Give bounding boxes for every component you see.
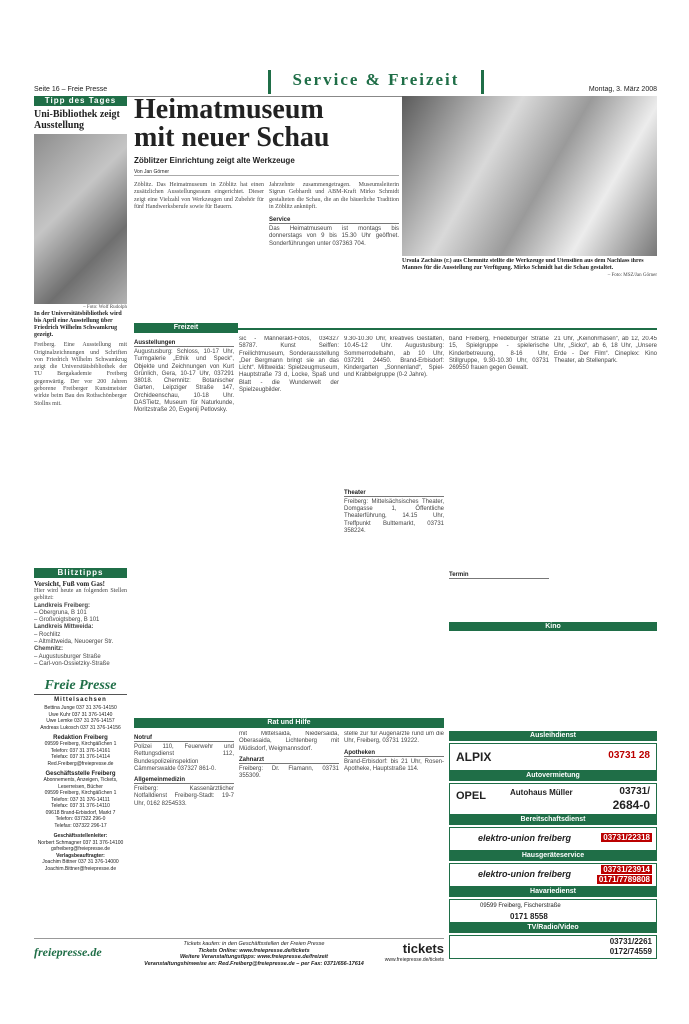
blitztipps-title: Blitztipps (34, 568, 127, 578)
blitz-item: Chemnitz: (34, 646, 63, 653)
gesch-line: 09599 Freiberg, Kirchgäßchen 1 (44, 790, 117, 796)
elektro-union-logo: elektro-union freiberg (478, 833, 572, 843)
freizeit-title: Freizeit (134, 323, 238, 333)
rat-und-hilfe-title: Rat und Hilfe (134, 718, 444, 728)
autohaus-ad (449, 783, 657, 815)
rat-col2 (239, 731, 339, 921)
article-col2-text: Jahrzehnte zusammengetragen. Museumsleiterin Sigrun Gebhardt und ABM-Kraft Mirko Schmidt gestalteten die Schau, die an die bäuerliche Tradition in Zöblitz anknüpft. (269, 182, 399, 210)
ausleihdienst-title: Ausleihdienst (449, 731, 657, 741)
redaktion-line: Telefax: 037 31 376-14114 (51, 754, 110, 760)
footer-line-3: Weitere Veranstaltungstipps: www.freiepresse.de/freizeit (179, 954, 329, 960)
autohaus-phone: 03731/ (619, 786, 650, 797)
byline: Von Jan Görner (134, 169, 399, 176)
blitz-item: Landkreis Mittweida: (34, 624, 94, 631)
freizeit-col2-text: sic - Männerakt-Fotos, 034327 58787. Kunst Seiffen: Freilichtmuseum, Sonderausstellung „Der Bergmann bringt sie an das Licht“. Mittweida: Spielzeugmuseum, Hauptstraße 73 d, Locke, Spaß und Blatt - die Wunderwelt der Spielzeugbilder. (239, 336, 339, 394)
tipp-body: Freiberg. Eine Ausstellung mit Originalzeichnungen und Schriften von Friedrich Wilhelm Schwamkrug zeigt die Universitätsbibliothek der TU Bergakademie Freiberg gegenwärtig. Der vor 200 Jahren geborene Freiberger Kunstmeister wirkte beim Bau des Rothschönberger Stollns mit. (34, 342, 127, 407)
gesch-line: Abonnements, Anzeigen, Tickets, Leserreisen, Bücher (43, 777, 118, 790)
blitz-item: Landkreis Freiberg: (34, 602, 91, 609)
gesch-line: Telefon: 037322 296-0 (55, 816, 106, 822)
tipp-headline: Uni-Bibliothek zeigt Ausstellung (34, 109, 120, 131)
havarie-ad (449, 899, 657, 923)
footer-line: Joachim Bittner 037 31 376-14000 (42, 859, 119, 865)
gesch-line: Telefax: 037 31 376-14110 (51, 803, 110, 809)
contact-line: Bettina Junge 037 31 376-14150 (44, 705, 117, 711)
freizeit-col5 (554, 336, 657, 716)
freizeit-col3 (344, 336, 444, 716)
article-col2 (269, 182, 399, 248)
contact-line: Andreas Lukosch 037 31 376-14156 (40, 724, 121, 731)
sec-apotheken: Apotheken (344, 750, 444, 757)
masthead-subtitle: Mittelsachsen (54, 697, 107, 703)
page-footer (34, 938, 444, 967)
subheadline: Zöblitzer Einrichtung zeigt alte Werkzeuge (134, 156, 295, 165)
notruf-text: Polizei 110, Feuerwehr und Rettungsdienst 112, Bundespolizeiinspektion Cämmerswalde 037327 861-0. (134, 744, 234, 772)
blitztipps-intro: Hier wird heute an folgenden Stellen geblitzt: (34, 588, 127, 602)
headline-line2: mit neuer Schau (134, 122, 330, 153)
tickets-url: www.freiepresse.de/tickets (384, 957, 444, 963)
freizeit-col3-text: 9.30-10.30 Uhr, kreatives Gestalten, 10.45-12 Uhr. Augustusburg: Sommerrodelbahn, ab 10 Uhr, 037291 24450. Brand-Erbisdorf: Kindergarten „Sonnenland“, Spiel- und Krabbelgruppe (0-2 Jahre). (344, 336, 444, 379)
footer-line: Norbert Schmagner 037 31 376-14100 (37, 839, 124, 846)
elektro-union-ad-1 (449, 827, 657, 851)
blitztipps-headline: Vorsicht, Fuß vom Gas! (34, 580, 105, 588)
footer-line: gsfreiberg@freiepresse.de (51, 846, 110, 852)
autohaus-name: Autohaus Müller (510, 788, 573, 797)
article-col1: Zöblitz. Das Heimatmuseum in Zöblitz hat einen zusätzlichen Ausstellungsraum eingerichtet. Dieser zeigt eine Vielzahl von Werkzeugen und Zubehör für fünf Handwerksberufe sowie für Bauern. (134, 182, 264, 210)
tipp-photo (34, 134, 127, 304)
footer-line-1: Tickets kaufen: in den Geschäftsstellen der Freien Presse (183, 941, 325, 947)
blitztipps (34, 568, 127, 668)
havarie-phone: 0171 8558 (510, 912, 548, 921)
autohaus-phone2: 2684-0 (612, 798, 650, 812)
freie-presse-logo: Freie Presse (34, 678, 127, 695)
footer-line: Joachim.Bittner@freiepresse.de (44, 865, 117, 872)
service-label: Service (269, 217, 399, 224)
elektro-union-ad-2 (449, 863, 657, 887)
redaktion-title: Redaktion Freiberg (53, 735, 108, 741)
freizeit-rule (238, 328, 657, 330)
redaktion-line: Red.Freiberg@freiepresse.de (47, 760, 114, 767)
alpix-logo: ALPIX (456, 750, 492, 764)
gesch-line: 09618 Brand-Erbisdorf, Markt 7 (45, 809, 116, 816)
footer-line-4: Veranstaltungshinweise an: Red.Freiberg@freiepresse.de – per Fax: 0371/656-17614 (144, 960, 364, 967)
elektro1-phone: 03731/22318 (603, 833, 650, 842)
issue-date: Montag, 3. März 2008 (588, 86, 657, 93)
bereitschaftsdienst-title: Bereitschaftsdienst (449, 815, 657, 825)
sec-notruf: Notruf (134, 735, 234, 742)
footer-line: Verlagsbeauftragter: (56, 852, 105, 859)
geschaeftsstelle-title: Geschäftsstelle Freiberg (45, 771, 116, 777)
page-number: Seite 16 – Freie Presse (34, 86, 108, 93)
tv-radio-video-title: TV/Radio/Video (449, 923, 657, 933)
rat-col3 (344, 731, 444, 921)
freizeit-col4-text: band Freiberg, Friedeburger Straße 15, Spielgruppe - spielerische Kinderbetreuung, 8-16 Uhr, Stillgruppe, 9.30-10.30 Uhr, 03731 269550 frauen gegen Gewalt. (449, 336, 549, 372)
blitz-item: – Obergruna, B 101 (34, 609, 87, 616)
tv-ad (449, 935, 657, 959)
tipp-box-title: Tipp des Tages (34, 96, 127, 106)
sec-zahnarzt: Zahnarzt (239, 757, 339, 764)
masthead (34, 678, 127, 933)
tickets-logo: tickets (402, 941, 444, 956)
headline-line1: Heimatmuseum (134, 96, 324, 125)
allgemein-text: Freiberg: Kassenärztlicher Notfalldienst Freiberg-Stadt: 19-7 Uhr, 0162 8254533. (134, 786, 234, 807)
gesch-line: Telefax: 037322 296-17 (54, 822, 107, 829)
footer-line: Geschäftsstellenleiter: (53, 833, 108, 839)
theater-body: Freiberg: Mittelsächsisches Theater, Domgasse 1, Öffentliche Theaterführung, 14.15 Uhr, Treffpunkt Bulttemarkt, 03731 358224. (344, 498, 444, 534)
gesch-line: Telefon: 037 31 376-14111 (51, 796, 110, 803)
main-photo (402, 96, 657, 256)
tv-phone: 03731/2261 (609, 937, 652, 946)
tipp-des-tages (34, 96, 127, 561)
service-text: Das Heimatmuseum ist montags bis donnerstags von 9 bis 15.30 Uhr geöffnet. Sonderführungen unter 037363 704. (269, 226, 399, 247)
sec-ausstellungen: Ausstellungen (134, 340, 234, 347)
rat-col2-text: mit Mittelsaida, Niedersaida, Oberasaida, Lichtenberg mit Müdisdorf, Weigmannsdorf. (239, 731, 339, 752)
theater-title: Theater (344, 490, 444, 497)
elektro2-phone2: 0171/7789808 (598, 875, 650, 884)
contact-line: Uwe Lemke 037 31 376-14157 (46, 718, 115, 724)
redaktion-line: Telefon: 037 31 376-14161 (50, 747, 111, 754)
elektro-union-logo-2: elektro-union freiberg (478, 869, 572, 879)
main-photo-caption: Ursula Zachäus (r.) aus Chemnitz stellte die Werkzeuge und Utensilien aus dem Nachlass ihres Mannes für die Ausstellung zur Verfügung. Mirko Schmidt hat die Schau gestaltet. (402, 258, 644, 271)
main-photo-caption-box (402, 258, 657, 288)
freizeit-col4 (449, 336, 549, 716)
elektro2-phone: 03731/23914 (603, 865, 650, 874)
rat-col1 (134, 731, 234, 921)
tipp-caption: In der Universitätsbibliothek wird bis April eine Ausstellung über Friedrich Wilhelm Schwamkrug gezeigt. (34, 311, 122, 339)
blitz-item: – Großvoigtsberg, B 101 (34, 617, 100, 624)
tipp-photo-credit: – Foto: Wolf Rudolph (83, 305, 127, 310)
hausgeraeteservice-title: Hausgeräteservice (449, 851, 657, 861)
apotheken-text: Brand-Erbisdorf: bis 21 Uhr, Rosen-Apotheke, Hauptstraße 114. (344, 758, 444, 772)
termin-title: Termin (449, 572, 549, 579)
freizeit-col1 (134, 336, 234, 716)
section-title: Service & Freizeit (268, 70, 484, 94)
redaktion-line: 09599 Freiberg, Kirchgäßchen 1 (44, 741, 117, 747)
main-photo-credit: – Foto: MSZ/Jan Görner (607, 273, 657, 278)
sec-allgemeinmedizin: Allgemeinmedizin (134, 777, 234, 784)
freizeit-col2 (239, 336, 339, 716)
havarie-address: 09599 Freiberg, Fischerstraße (480, 903, 561, 909)
freizeit-col1-text: Augustusburg: Schloss, 10-17 Uhr, Turmgalerie „Ethik und Speck“, Objekte und Zeichnungen von Kurt Grünlich, Gera, 10-17 Uhr, 037291 38018. Chemnitz: Botanischer Garten, Leipziger Straße 147, Orchideenschau, 10-18 Uhr. DASTietz, Museum für Naturkunde, Moritzstraße 20, Evgenij Petlovsky. (134, 349, 234, 414)
contact-line: Uwe Kuhr 037 31 376-14140 (48, 711, 113, 718)
opel-logo: OPEL (456, 790, 486, 802)
main-article (134, 96, 399, 296)
alpix-ad (449, 743, 657, 771)
blitz-item: – Carl-von-Ossietzky-Straße (34, 660, 110, 667)
freiepresse-de-logo: freiepresse.de (34, 945, 102, 959)
blitz-item: – Rochlitz (34, 631, 61, 638)
alpix-phone: 03731 28 (608, 750, 650, 761)
autovermietung-title: Autovermietung (449, 771, 657, 781)
footer-line-2: Tickets Online: www.freiepresse.de/tickets (198, 947, 310, 954)
kino-title: Kino (449, 622, 657, 631)
freizeit-col5-text: 21 Uhr, „Keinohrhasen“, ab 12, 20.45 Uhr, „Sicko“, ab 6, 18 Uhr, „Unsere Erde - Der Film“. Cineplex: Kino Theater, ab Stellenpark. (554, 336, 657, 364)
havariedienst-title: Havariedienst (449, 887, 657, 897)
page-header (34, 66, 657, 97)
rat-col3-text: stelle zur für Augenärzte rund um die Uhr, Freiberg, 03731 19222. (344, 731, 444, 745)
blitz-item: – Altmittweida, Neuoerger Str. (34, 639, 114, 646)
tv-phone2: 0172/74559 (609, 947, 652, 956)
blitz-item: – Augustusburger Straße (34, 653, 101, 660)
zahnarzt-text: Freiberg: Dr. Flamann, 03731 355309. (239, 765, 339, 780)
